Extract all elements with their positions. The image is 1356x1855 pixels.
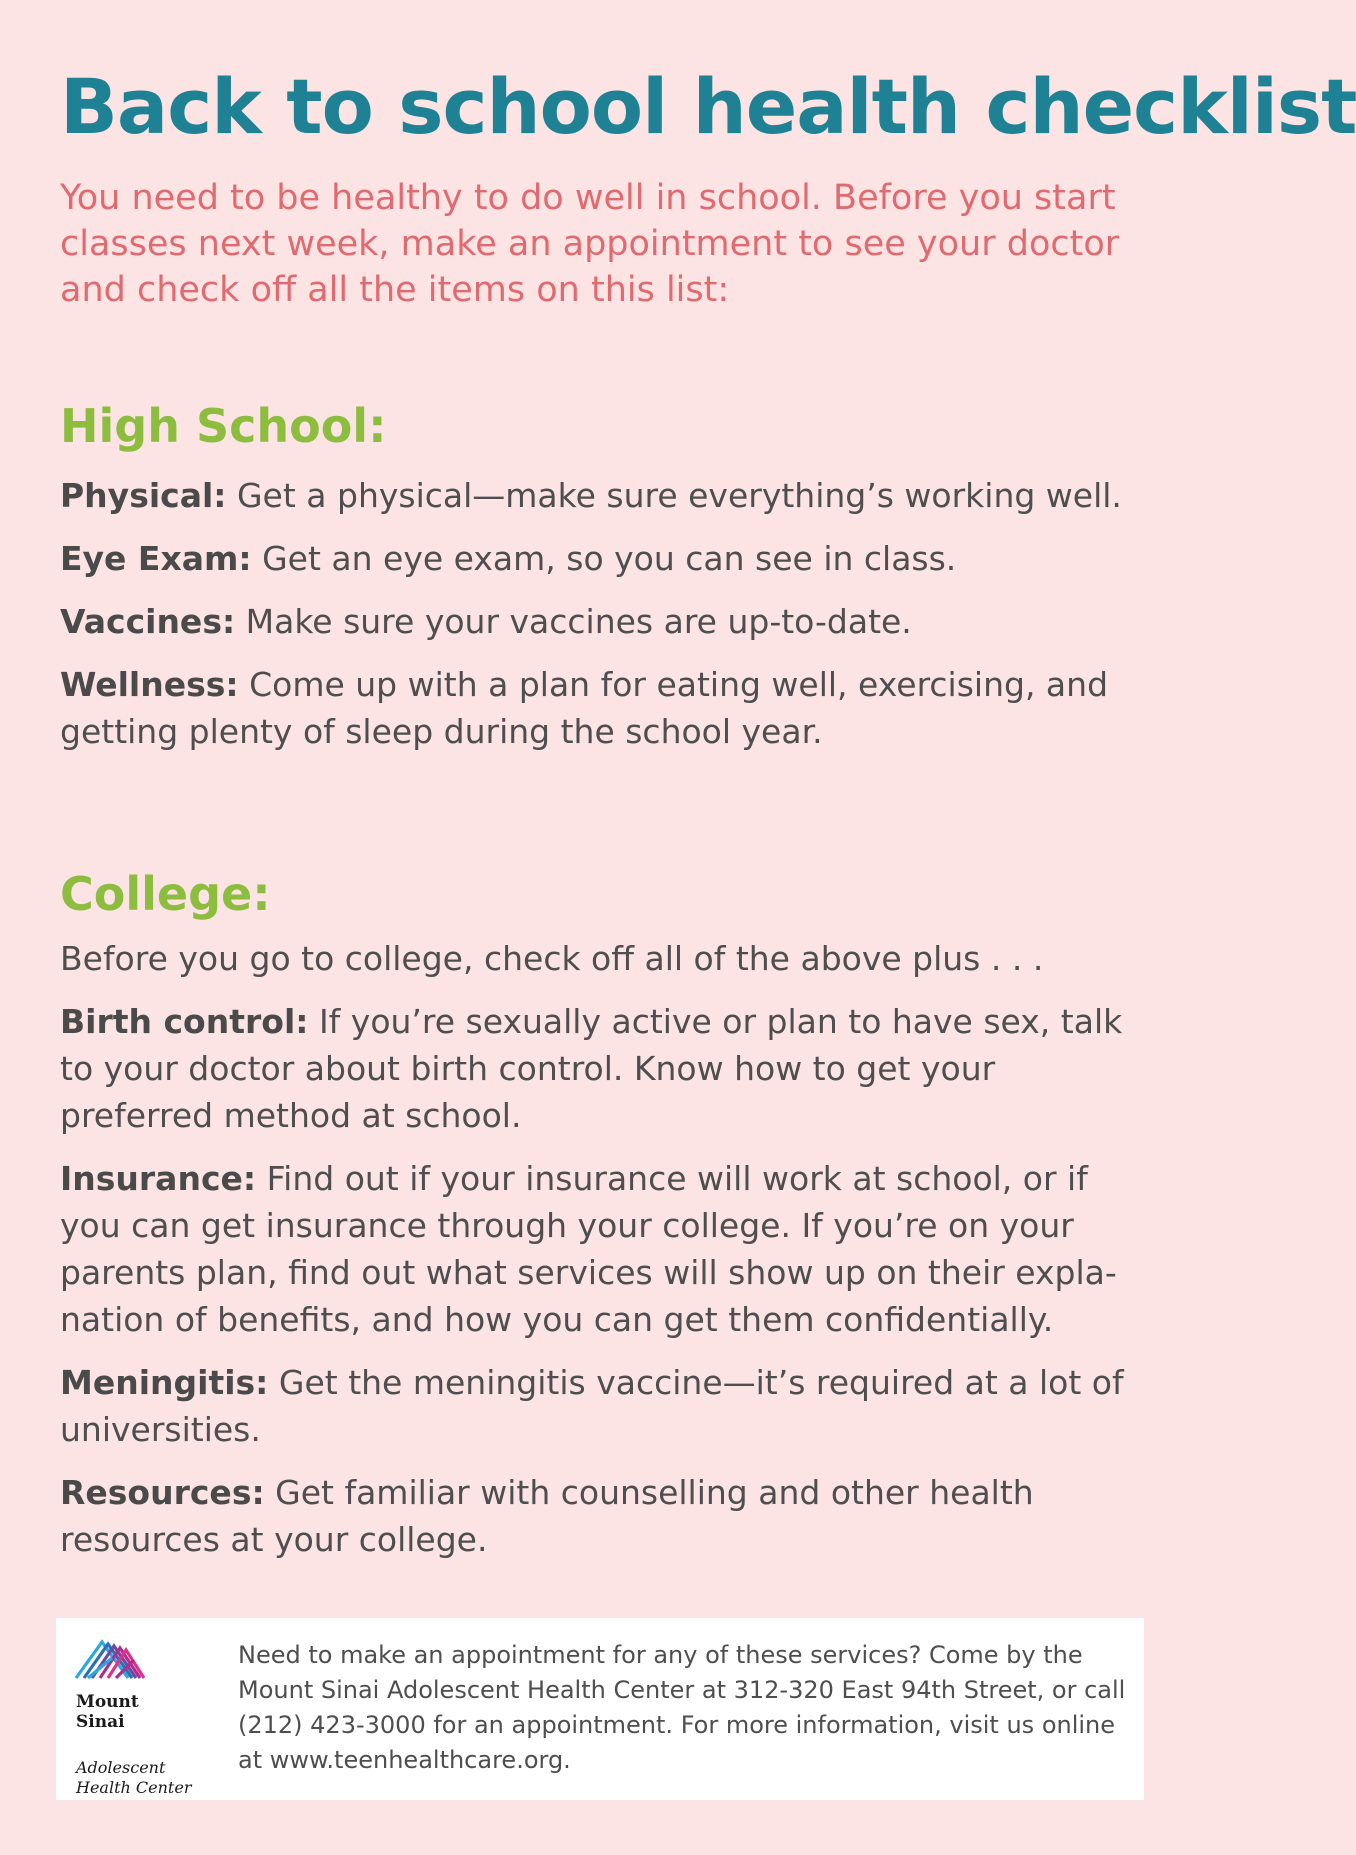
list-item	[60, 998, 1150, 1139]
item-label: Wellness:	[60, 665, 239, 704]
college-list	[60, 935, 1150, 1579]
list-item	[60, 661, 1150, 755]
item-text: Make sure your vaccines are up-to-date.	[245, 602, 912, 641]
logo-name-line: Mount	[76, 1692, 139, 1712]
logo-name-line: Sinai	[76, 1712, 125, 1732]
page-title: Back to school health checklist	[60, 62, 1356, 151]
list-item	[60, 1359, 1150, 1453]
mount-sinai-logo	[66, 1626, 246, 1796]
high-school-heading: High School:	[60, 399, 387, 453]
list-item	[60, 1469, 1150, 1563]
list-item	[60, 472, 1150, 519]
item-text: Get familiar with counselling and other health resources at your college.	[60, 1473, 1034, 1559]
item-text: Find out if your insurance will work at school, or if you can get insurance through your college. If you’re on your parents plan, find out what services will show up on their expla-nation of benefits, and how you can get them confidentially.	[60, 1159, 1117, 1339]
mount-sinai-logo-icon	[72, 1630, 162, 1688]
item-label: Eye Exam:	[60, 539, 252, 578]
item-text: Come up with a plan for eating well, exercising, and getting plenty of sleep during the school year.	[60, 665, 1109, 751]
logo-name	[76, 1692, 196, 1732]
item-label: Resources:	[60, 1473, 265, 1512]
footer-box	[56, 1618, 1144, 1800]
item-text: Get a physical—make sure everything’s working well.	[236, 476, 1122, 515]
footer-contact-text: Need to make an appointment for any of these services? Come by the Mount Sinai Adolescent Health Center at 312-320 East 94th Street, or call (212) 423-3000 for an appointment. For more information, visit us online at www.teenhealthcare.org.	[238, 1641, 1126, 1774]
item-label: Birth control:	[60, 1002, 309, 1041]
list-item	[60, 598, 1150, 645]
item-text: If you’re sexually active or plan to have sex, talk to your doctor about birth control. Know how to get your preferred method at school.	[60, 1002, 1123, 1135]
item-text: Get an eye exam, so you can see in class.	[262, 539, 957, 578]
list-item	[60, 535, 1150, 582]
list-item	[60, 1155, 1150, 1343]
high-school-list	[60, 472, 1150, 771]
item-text: Get the meningitis vaccine—it’s required at a lot of universities.	[60, 1363, 1124, 1449]
college-intro: Before you go to college, check off all of the above plus . . .	[60, 939, 1044, 978]
logo-subtitle-line: Adolescent	[76, 1758, 166, 1777]
item-label: Physical:	[60, 476, 227, 515]
item-label: Meningitis:	[60, 1363, 269, 1402]
intro-paragraph: You need to be healthy to do well in school. Before you start classes next week, make an appointment to see your doctor and check off all the items on this list:	[60, 178, 1120, 310]
college-heading: College:	[60, 867, 271, 921]
item-label: Insurance:	[60, 1159, 257, 1198]
logo-subtitle-line: Health Center	[76, 1778, 192, 1797]
item-label: Vaccines:	[60, 602, 236, 641]
logo-subtitle	[76, 1758, 246, 1798]
